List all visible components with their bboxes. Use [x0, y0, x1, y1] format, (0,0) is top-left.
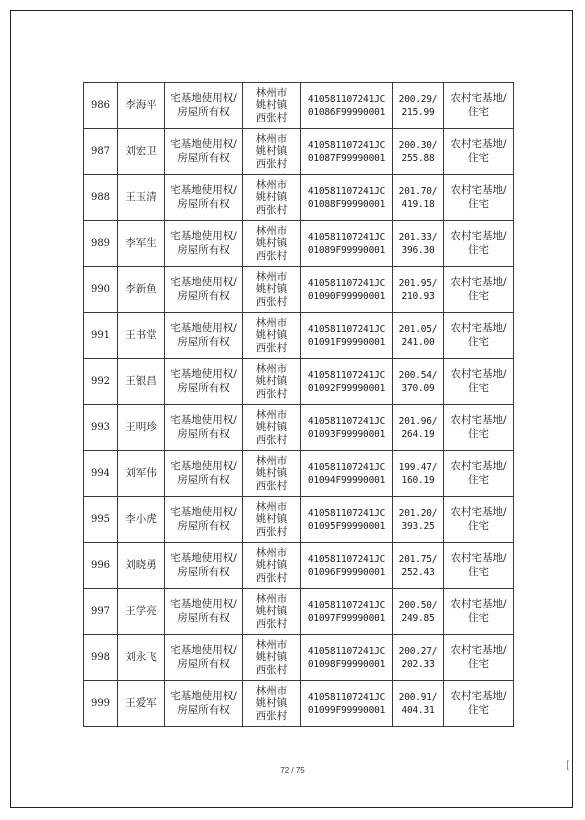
area-line: 200.50/	[398, 599, 438, 611]
unit-code-line: 01087F99990001	[307, 152, 386, 164]
unit-code-cell	[301, 635, 393, 681]
unit-code-line: 410581107241JC	[307, 415, 386, 427]
right-type-cell	[165, 451, 243, 497]
location-line: 林州市	[255, 454, 288, 467]
unit-code-line: 01092F99990001	[307, 382, 386, 394]
table-row	[84, 451, 514, 497]
unit-code-line: 410581107241JC	[307, 645, 386, 657]
unit-code-line: 410581107241JC	[307, 185, 386, 197]
area-line: 200.27/	[398, 645, 438, 657]
location-line: 姚村镇	[255, 375, 288, 388]
right-type-cell	[165, 543, 243, 589]
location-line: 西张村	[255, 433, 288, 446]
land-use-line: 农村宅基地/	[450, 598, 507, 610]
owner-name-cell: 李小虎	[118, 497, 165, 543]
location-cell	[243, 681, 301, 727]
right-type-line: 房屋所有权	[177, 381, 230, 394]
unit-code-cell	[301, 267, 393, 313]
area-line: 201.05/	[398, 323, 438, 335]
unit-code-cell	[301, 221, 393, 267]
location-cell	[243, 543, 301, 589]
area-line: 201.20/	[398, 507, 438, 519]
location-line: 林州市	[255, 638, 288, 651]
land-use-line: 农村宅基地/	[450, 552, 507, 564]
location-line: 西张村	[255, 479, 288, 492]
right-type-line: 房屋所有权	[177, 335, 230, 348]
right-type-line: 宅基地使用权/	[170, 184, 237, 196]
area-line: 200.30/	[398, 139, 438, 151]
location-line: 西张村	[255, 295, 288, 308]
location-line: 姚村镇	[255, 421, 288, 434]
location-cell	[243, 313, 301, 359]
table-row	[84, 129, 514, 175]
right-type-line: 房屋所有权	[177, 703, 230, 716]
owner-name-cell: 王爱军	[118, 681, 165, 727]
land-use-cell	[444, 589, 514, 635]
area-line: 252.43	[401, 566, 435, 578]
land-use-line: 住宅	[468, 427, 489, 440]
location-line: 姚村镇	[255, 513, 288, 526]
land-use-line: 住宅	[468, 565, 489, 578]
right-type-cell	[165, 497, 243, 543]
right-type-cell	[165, 175, 243, 221]
land-use-cell	[444, 497, 514, 543]
unit-code-line: 410581107241JC	[307, 369, 386, 381]
location-line: 姚村镇	[255, 145, 288, 158]
unit-code-cell	[301, 497, 393, 543]
unit-code-line: 01088F99990001	[307, 198, 386, 210]
area-cell	[393, 497, 444, 543]
area-line: 255.88	[401, 152, 435, 164]
land-use-line: 农村宅基地/	[450, 230, 507, 242]
record-number-cell: 989	[84, 221, 118, 267]
unit-code-line: 410581107241JC	[307, 553, 386, 565]
owner-name-cell: 李新鱼	[118, 267, 165, 313]
right-type-line: 房屋所有权	[177, 243, 230, 256]
right-type-line: 宅基地使用权/	[170, 230, 237, 242]
unit-code-line: 410581107241JC	[307, 231, 386, 243]
land-use-line: 住宅	[468, 197, 489, 210]
record-number-cell: 986	[84, 83, 118, 129]
record-number-cell: 993	[84, 405, 118, 451]
right-type-line: 房屋所有权	[177, 105, 230, 118]
unit-code-line: 01097F99990001	[307, 612, 386, 624]
right-type-line: 宅基地使用权/	[170, 644, 237, 656]
table-row	[84, 543, 514, 589]
area-line: 201.70/	[398, 185, 438, 197]
land-use-line: 农村宅基地/	[450, 184, 507, 196]
land-use-line: 住宅	[468, 335, 489, 348]
unit-code-line: 01096F99990001	[307, 566, 386, 578]
area-line: 215.99	[401, 106, 435, 118]
area-cell	[393, 221, 444, 267]
location-line: 西张村	[255, 571, 288, 584]
location-line: 西张村	[255, 203, 288, 216]
unit-code-line: 410581107241JC	[307, 691, 386, 703]
location-line: 姚村镇	[255, 559, 288, 572]
owner-name-cell: 王银昌	[118, 359, 165, 405]
land-use-cell	[444, 221, 514, 267]
record-number-cell: 995	[84, 497, 118, 543]
table-row	[84, 497, 514, 543]
right-type-line: 宅基地使用权/	[170, 598, 237, 610]
area-cell	[393, 589, 444, 635]
location-line: 姚村镇	[255, 651, 288, 664]
land-use-line: 住宅	[468, 243, 489, 256]
unit-code-line: 01089F99990001	[307, 244, 386, 256]
location-cell	[243, 497, 301, 543]
right-type-line: 房屋所有权	[177, 473, 230, 486]
location-line: 林州市	[255, 362, 288, 375]
record-number-cell: 990	[84, 267, 118, 313]
location-line: 西张村	[255, 709, 288, 722]
right-type-line: 宅基地使用权/	[170, 690, 237, 702]
right-type-line: 房屋所有权	[177, 151, 230, 164]
area-cell	[393, 359, 444, 405]
area-cell	[393, 451, 444, 497]
unit-code-line: 410581107241JC	[307, 139, 386, 151]
location-line: 姚村镇	[255, 283, 288, 296]
right-type-cell	[165, 313, 243, 359]
unit-code-line: 410581107241JC	[307, 323, 386, 335]
right-type-line: 宅基地使用权/	[170, 460, 237, 472]
land-use-line: 住宅	[468, 611, 489, 624]
unit-code-cell	[301, 313, 393, 359]
location-line: 林州市	[255, 546, 288, 559]
land-use-line: 农村宅基地/	[450, 138, 507, 150]
land-use-line: 农村宅基地/	[450, 276, 507, 288]
area-line: 200.29/	[398, 93, 438, 105]
unit-code-cell	[301, 359, 393, 405]
area-line: 393.25	[401, 520, 435, 532]
page-number: 72 / 75	[280, 766, 305, 775]
unit-code-cell	[301, 589, 393, 635]
owner-name-cell: 李军生	[118, 221, 165, 267]
table-body	[84, 83, 514, 727]
owner-name-cell: 李海平	[118, 83, 165, 129]
owner-name-cell: 王玉清	[118, 175, 165, 221]
location-cell	[243, 359, 301, 405]
unit-code-line: 01098F99990001	[307, 658, 386, 670]
area-line: 241.00	[401, 336, 435, 348]
right-type-cell	[165, 405, 243, 451]
area-line: 370.09	[401, 382, 435, 394]
location-line: 林州市	[255, 500, 288, 513]
location-cell	[243, 83, 301, 129]
unit-code-line: 01095F99990001	[307, 520, 386, 532]
area-line: 200.54/	[398, 369, 438, 381]
land-use-line: 住宅	[468, 519, 489, 532]
owner-name-cell: 刘永飞	[118, 635, 165, 681]
area-cell	[393, 405, 444, 451]
unit-code-line: 01099F99990001	[307, 704, 386, 716]
location-cell	[243, 267, 301, 313]
land-use-line: 住宅	[468, 151, 489, 164]
record-number-cell: 999	[84, 681, 118, 727]
location-cell	[243, 129, 301, 175]
right-type-cell	[165, 129, 243, 175]
owner-name-cell: 刘军伟	[118, 451, 165, 497]
owner-name-cell: 刘晓勇	[118, 543, 165, 589]
area-cell	[393, 681, 444, 727]
owner-name-cell: 王明珍	[118, 405, 165, 451]
area-line: 202.33	[401, 658, 435, 670]
area-line: 201.95/	[398, 277, 438, 289]
right-type-cell	[165, 267, 243, 313]
location-line: 姚村镇	[255, 605, 288, 618]
location-cell	[243, 451, 301, 497]
location-line: 林州市	[255, 178, 288, 191]
location-cell	[243, 221, 301, 267]
land-use-line: 农村宅基地/	[450, 414, 507, 426]
area-line: 404.31	[401, 704, 435, 716]
record-number-cell: 988	[84, 175, 118, 221]
land-use-cell	[444, 635, 514, 681]
owner-name-cell: 王书堂	[118, 313, 165, 359]
location-line: 林州市	[255, 224, 288, 237]
right-type-cell	[165, 359, 243, 405]
area-line: 396.30	[401, 244, 435, 256]
record-number-cell: 998	[84, 635, 118, 681]
area-cell	[393, 129, 444, 175]
location-line: 西张村	[255, 525, 288, 538]
right-type-line: 宅基地使用权/	[170, 414, 237, 426]
table-row	[84, 175, 514, 221]
location-line: 林州市	[255, 592, 288, 605]
land-use-line: 住宅	[468, 657, 489, 670]
land-use-line: 住宅	[468, 703, 489, 716]
location-line: 林州市	[255, 408, 288, 421]
location-line: 林州市	[255, 86, 288, 99]
area-cell	[393, 543, 444, 589]
area-cell	[393, 313, 444, 359]
right-type-line: 宅基地使用权/	[170, 138, 237, 150]
land-use-cell	[444, 359, 514, 405]
land-use-line: 农村宅基地/	[450, 92, 507, 104]
location-line: 姚村镇	[255, 329, 288, 342]
right-type-line: 房屋所有权	[177, 611, 230, 624]
area-line: 199.47/	[398, 461, 438, 473]
unit-code-cell	[301, 83, 393, 129]
location-line: 西张村	[255, 387, 288, 400]
area-line: 160.19	[401, 474, 435, 486]
right-type-cell	[165, 83, 243, 129]
area-line: 264.19	[401, 428, 435, 440]
land-use-line: 农村宅基地/	[450, 644, 507, 656]
area-line: 419.18	[401, 198, 435, 210]
record-number-cell: 996	[84, 543, 118, 589]
table-row	[84, 267, 514, 313]
location-line: 林州市	[255, 132, 288, 145]
location-cell	[243, 175, 301, 221]
area-cell	[393, 175, 444, 221]
land-use-line: 住宅	[468, 473, 489, 486]
location-line: 姚村镇	[255, 697, 288, 710]
right-type-line: 房屋所有权	[177, 427, 230, 440]
unit-code-line: 410581107241JC	[307, 461, 386, 473]
table-row	[84, 681, 514, 727]
right-type-cell	[165, 221, 243, 267]
area-cell	[393, 267, 444, 313]
location-line: 林州市	[255, 270, 288, 283]
land-use-line: 农村宅基地/	[450, 690, 507, 702]
right-type-line: 宅基地使用权/	[170, 322, 237, 334]
land-use-cell	[444, 129, 514, 175]
right-type-line: 宅基地使用权/	[170, 92, 237, 104]
land-use-line: 农村宅基地/	[450, 460, 507, 472]
unit-code-line: 01094F99990001	[307, 474, 386, 486]
unit-code-line: 410581107241JC	[307, 277, 386, 289]
land-use-cell	[444, 83, 514, 129]
record-number-cell: 992	[84, 359, 118, 405]
table-row	[84, 405, 514, 451]
unit-code-line: 410581107241JC	[307, 93, 386, 105]
unit-code-cell	[301, 543, 393, 589]
location-line: 西张村	[255, 617, 288, 630]
table-row	[84, 635, 514, 681]
right-type-cell	[165, 681, 243, 727]
right-type-line: 房屋所有权	[177, 289, 230, 302]
property-rights-table	[83, 82, 514, 727]
table-row	[84, 359, 514, 405]
table-row	[84, 313, 514, 359]
location-line: 姚村镇	[255, 467, 288, 480]
location-line: 姚村镇	[255, 237, 288, 250]
area-line: 200.91/	[398, 691, 438, 703]
land-use-line: 住宅	[468, 381, 489, 394]
land-use-cell	[444, 267, 514, 313]
right-type-cell	[165, 635, 243, 681]
unit-code-line: 410581107241JC	[307, 507, 386, 519]
right-type-cell	[165, 589, 243, 635]
right-type-line: 房屋所有权	[177, 657, 230, 670]
owner-name-cell: 刘宏卫	[118, 129, 165, 175]
land-use-cell	[444, 313, 514, 359]
owner-name-cell: 王学亮	[118, 589, 165, 635]
unit-code-cell	[301, 405, 393, 451]
land-use-cell	[444, 451, 514, 497]
right-type-line: 宅基地使用权/	[170, 506, 237, 518]
right-type-line: 宅基地使用权/	[170, 276, 237, 288]
land-use-cell	[444, 681, 514, 727]
table-row	[84, 83, 514, 129]
record-number-cell: 987	[84, 129, 118, 175]
location-cell	[243, 405, 301, 451]
location-line: 西张村	[255, 663, 288, 676]
land-use-line: 住宅	[468, 289, 489, 302]
land-use-cell	[444, 543, 514, 589]
table-row	[84, 589, 514, 635]
area-cell	[393, 83, 444, 129]
location-line: 西张村	[255, 111, 288, 124]
right-type-line: 房屋所有权	[177, 519, 230, 532]
area-line: 201.75/	[398, 553, 438, 565]
unit-code-line: 01091F99990001	[307, 336, 386, 348]
unit-code-line: 01086F99990001	[307, 106, 386, 118]
area-line: 201.96/	[398, 415, 438, 427]
area-line: 249.85	[401, 612, 435, 624]
unit-code-line: 410581107241JC	[307, 599, 386, 611]
land-use-cell	[444, 175, 514, 221]
land-use-line: 住宅	[468, 105, 489, 118]
unit-code-line: 01093F99990001	[307, 428, 386, 440]
land-use-cell	[444, 405, 514, 451]
unit-code-line: 01090F99990001	[307, 290, 386, 302]
unit-code-cell	[301, 451, 393, 497]
table-row	[84, 221, 514, 267]
land-use-line: 农村宅基地/	[450, 368, 507, 380]
location-line: 姚村镇	[255, 191, 288, 204]
land-use-line: 农村宅基地/	[450, 322, 507, 334]
location-line: 西张村	[255, 249, 288, 262]
unit-code-cell	[301, 175, 393, 221]
right-type-line: 房屋所有权	[177, 565, 230, 578]
location-line: 西张村	[255, 341, 288, 354]
scan-edge-mark: [	[566, 760, 569, 771]
location-line: 林州市	[255, 684, 288, 697]
location-line: 林州市	[255, 316, 288, 329]
right-type-line: 房屋所有权	[177, 197, 230, 210]
location-line: 西张村	[255, 157, 288, 170]
area-line: 201.33/	[398, 231, 438, 243]
unit-code-cell	[301, 681, 393, 727]
location-cell	[243, 635, 301, 681]
right-type-line: 宅基地使用权/	[170, 368, 237, 380]
record-number-cell: 994	[84, 451, 118, 497]
record-number-cell: 997	[84, 589, 118, 635]
location-line: 姚村镇	[255, 99, 288, 112]
area-cell	[393, 635, 444, 681]
unit-code-cell	[301, 129, 393, 175]
land-use-line: 农村宅基地/	[450, 506, 507, 518]
record-number-cell: 991	[84, 313, 118, 359]
area-line: 210.93	[401, 290, 435, 302]
location-cell	[243, 589, 301, 635]
right-type-line: 宅基地使用权/	[170, 552, 237, 564]
